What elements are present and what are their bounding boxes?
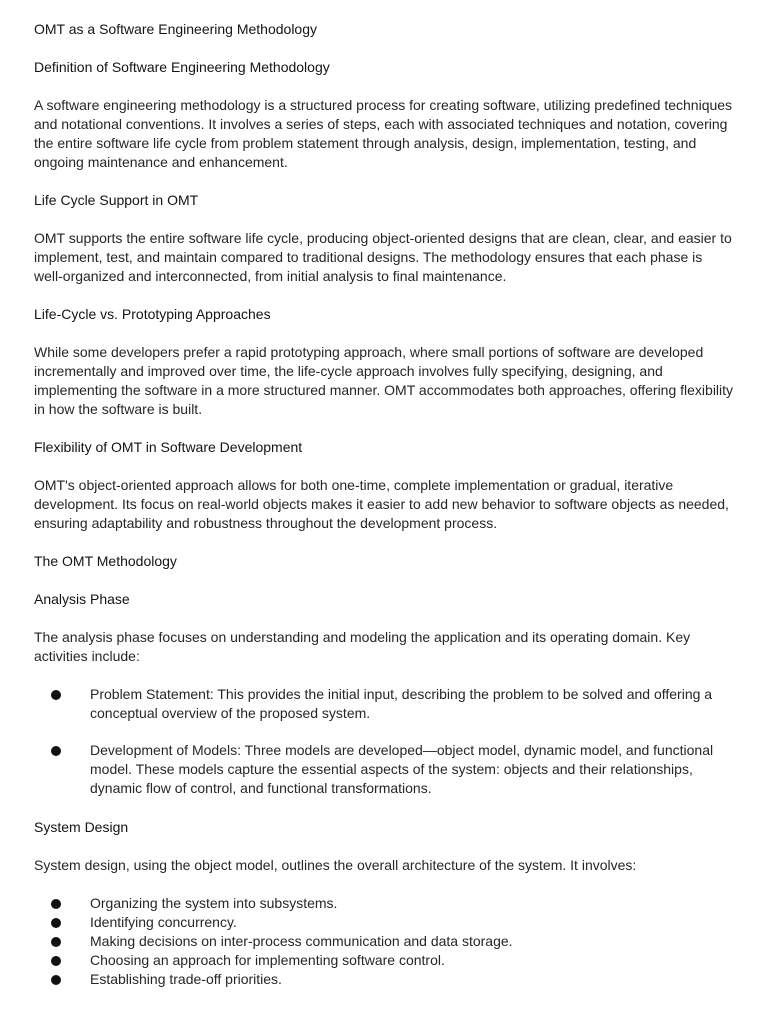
bullet-icon — [51, 690, 61, 700]
bullet-icon — [51, 918, 61, 928]
document-title: OMT as a Software Engineering Methodology — [34, 21, 318, 37]
analysis-activity-list — [34, 685, 734, 816]
paragraph-lifecycle-vs-prototyping: While some developers prefer a rapid prototyping approach, where small portions of software are developed incrementally and improved over time, the life-cycle approach involves fully specifying, designing, and implementing the software in a more structured manner. OMT accommodates both approaches, offering flexibility in how the software is built. — [34, 344, 734, 417]
list-item-term: Development of Models — [90, 742, 238, 758]
list-item-text: Establishing trade-off priorities. — [90, 971, 282, 987]
list-item — [34, 932, 734, 951]
list-item — [34, 741, 734, 798]
heading-system-design: System Design — [34, 819, 129, 835]
list-item-text: Organizing the system into subsystems. — [90, 895, 338, 911]
heading-analysis-phase: Analysis Phase — [34, 591, 130, 607]
list-item — [34, 951, 734, 970]
paragraph-system-design-intro: System design, using the object model, outlines the overall architecture of the system. It involves: — [34, 857, 637, 873]
system-design-list — [34, 894, 734, 989]
list-item-text: : Three models are developed—object model, dynamic model, and functional model. These models capture the essential aspects of the system: objects and their relationships, dynamic flow of control, and functional transformations. — [90, 742, 714, 796]
bullet-icon — [51, 937, 61, 947]
heading-lifecycle-vs-prototyping: Life-Cycle vs. Prototyping Approaches — [34, 306, 271, 322]
heading-omt-methodology: The OMT Methodology — [34, 553, 177, 569]
bullet-icon — [51, 746, 61, 756]
list-item — [34, 913, 734, 932]
paragraph-analysis-intro: The analysis phase focuses on understanding and modeling the application and its operating domain. Key activities include: — [34, 629, 691, 664]
heading-definition: Definition of Software Engineering Methodology — [34, 59, 330, 75]
list-item — [34, 970, 734, 989]
paragraph-lifecycle-support: OMT supports the entire software life cycle, producing object-oriented designs that are clean, clear, and easier to implement, test, and maintain compared to traditional designs. The methodology ensures that each phase is well-organized and interconnected, from initial analysis to final maintenance. — [34, 230, 732, 284]
paragraph-definition: A software engineering methodology is a structured process for creating software, utilizing predefined techniques and notational conventions. It involves a series of steps, each with associated techniques and notation, covering the entire software life cycle from problem statement through analysis, design, implementation, testing, and ongoing maintenance and enhancement. — [34, 97, 733, 170]
bullet-icon — [51, 956, 61, 966]
list-item-term: Problem Statement — [90, 686, 210, 702]
list-item-text: : This provides the initial input, describing the problem to be solved and offering a conceptual overview of the proposed system. — [90, 686, 713, 721]
bullet-icon — [51, 975, 61, 985]
paragraph-flexibility: OMT's object-oriented approach allows for both one-time, complete implementation or gradual, iterative development. Its focus on real-world objects makes it easier to add new behavior to software objects as needed, ensuring adaptability and robustness throughout the development process. — [34, 477, 729, 531]
heading-flexibility: Flexibility of OMT in Software Development — [34, 439, 303, 455]
list-item — [34, 894, 734, 913]
heading-lifecycle-support: Life Cycle Support in OMT — [34, 192, 199, 208]
list-item-text: Identifying concurrency. — [90, 914, 237, 930]
list-item-text: Choosing an approach for implementing software control. — [90, 952, 445, 968]
list-item — [34, 685, 734, 723]
list-item-text: Making decisions on inter-process communication and data storage. — [90, 933, 513, 949]
bullet-icon — [51, 899, 61, 909]
